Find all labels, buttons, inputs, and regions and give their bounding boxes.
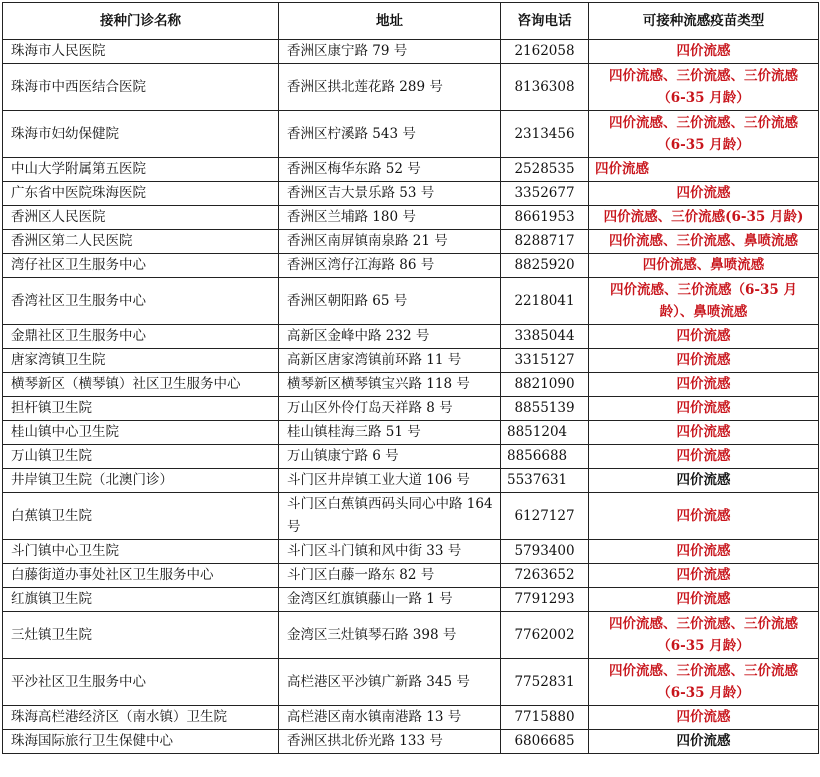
- vaccine-type-text: 四价流感、三价流感、三价流感（6-35 月龄）: [609, 115, 798, 153]
- vaccine-type: 四价流感、三价流感(6-35 月龄): [589, 206, 819, 230]
- clinic-phone: 8825920: [501, 254, 589, 278]
- clinic-address: 香洲区康宁路 79 号: [279, 40, 501, 64]
- clinic-name: 红旗镇卫生院: [3, 588, 279, 612]
- clinic-phone: 7263652: [501, 564, 589, 588]
- table-row: [3, 254, 819, 278]
- header-phone: 咨询电话: [501, 3, 589, 40]
- table-row: [3, 588, 819, 612]
- clinic-phone: 8288717: [501, 230, 589, 254]
- clinic-phone: 8851204: [501, 421, 589, 445]
- vaccine-type: 四价流感: [589, 730, 819, 754]
- clinic-name: 平沙社区卫生服务中心: [3, 659, 279, 706]
- table-row: [3, 612, 819, 659]
- clinic-address: 万山区外伶仃岛天祥路 8 号: [279, 397, 501, 421]
- vaccine-type: [589, 278, 819, 325]
- clinic-name: 中山大学附属第五医院: [3, 158, 279, 182]
- table-row: [3, 158, 819, 182]
- vaccine-type: 四价流感: [589, 540, 819, 564]
- table-row: [3, 540, 819, 564]
- clinic-address: [279, 493, 501, 540]
- table-row: [3, 325, 819, 349]
- vaccination-clinic-table: [2, 2, 819, 754]
- clinic-phone: 7762002: [501, 612, 589, 659]
- clinic-address: 香洲区吉大景乐路 53 号: [279, 182, 501, 206]
- table-row: [3, 493, 819, 540]
- clinic-address-text: 斗门区白蕉镇西码头同心中路 164 号: [287, 496, 493, 535]
- clinic-name: 万山镇卫生院: [3, 445, 279, 469]
- clinic-phone: 3352677: [501, 182, 589, 206]
- clinic-phone: 7752831: [501, 659, 589, 706]
- clinic-address: 香洲区拱北莲花路 289 号: [279, 64, 501, 111]
- clinic-address: 桂山镇桂海三路 51 号: [279, 421, 501, 445]
- table-row: [3, 397, 819, 421]
- vaccine-type-text: 四价流感、三价流感、三价流感（6-35 月龄）: [609, 616, 798, 654]
- clinic-name: 珠海高栏港经济区（南水镇）卫生院: [3, 706, 279, 730]
- clinic-phone: 8661953: [501, 206, 589, 230]
- clinic-phone: 2162058: [501, 40, 589, 64]
- clinic-address: 高栏港区平沙镇广新路 345 号: [279, 659, 501, 706]
- header-clinic-name: 接种门诊名称: [3, 3, 279, 40]
- clinic-name: 珠海国际旅行卫生保健中心: [3, 730, 279, 754]
- clinic-address: 香洲区南屏镇南泉路 21 号: [279, 230, 501, 254]
- table-row: [3, 730, 819, 754]
- vaccine-type-text: 四价流感、三价流感（6-35 月龄）、鼻喷流感: [610, 282, 797, 320]
- clinic-address: 万山镇康宁路 6 号: [279, 445, 501, 469]
- clinic-name: 斗门镇中心卫生院: [3, 540, 279, 564]
- table-row: [3, 182, 819, 206]
- table-row: [3, 564, 819, 588]
- clinic-name: 广东省中医院珠海医院: [3, 182, 279, 206]
- clinic-phone: 5793400: [501, 540, 589, 564]
- vaccine-type: 四价流感: [589, 706, 819, 730]
- table-row: [3, 349, 819, 373]
- clinic-phone: 8855139: [501, 397, 589, 421]
- clinic-name: 井岸镇卫生院（北澳门诊）: [3, 469, 279, 493]
- clinic-address: 高栏港区南水镇南港路 13 号: [279, 706, 501, 730]
- clinic-name: 白蕉镇卫生院: [3, 493, 279, 540]
- vaccine-type: 四价流感: [589, 588, 819, 612]
- vaccine-type: 四价流感、三价流感、鼻喷流感: [589, 230, 819, 254]
- vaccine-type-text: 四价流感、三价流感、三价流感（6-35 月龄）: [609, 68, 798, 106]
- clinic-name: 担杆镇卫生院: [3, 397, 279, 421]
- clinic-name: 珠海市人民医院: [3, 40, 279, 64]
- vaccine-type: 四价流感、鼻喷流感: [589, 254, 819, 278]
- vaccine-type: [589, 64, 819, 111]
- clinic-phone: 8136308: [501, 64, 589, 111]
- clinic-phone: 6806685: [501, 730, 589, 754]
- clinic-name: 香湾社区卫生服务中心: [3, 278, 279, 325]
- table-row: [3, 111, 819, 158]
- vaccine-type: 四价流感: [589, 373, 819, 397]
- clinic-name: 白藤街道办事处社区卫生服务中心: [3, 564, 279, 588]
- clinic-name: 桂山镇中心卫生院: [3, 421, 279, 445]
- table-row: [3, 64, 819, 111]
- vaccine-type: 四价流感: [589, 493, 819, 540]
- vaccine-type: [589, 612, 819, 659]
- table-row: [3, 421, 819, 445]
- vaccine-type: 四价流感: [589, 421, 819, 445]
- table-header-row: [3, 3, 819, 40]
- clinic-address: 香洲区朝阳路 65 号: [279, 278, 501, 325]
- clinic-name: 金鼎社区卫生服务中心: [3, 325, 279, 349]
- table-row: [3, 278, 819, 325]
- clinic-address: 金湾区红旗镇藤山一路 1 号: [279, 588, 501, 612]
- clinic-address: 斗门区斗门镇和风中街 33 号: [279, 540, 501, 564]
- vaccine-type: 四价流感: [589, 158, 819, 182]
- header-vaccine-type: 可接种流感疫苗类型: [589, 3, 819, 40]
- table-row: [3, 230, 819, 254]
- clinic-phone: 7791293: [501, 588, 589, 612]
- clinic-address: 斗门区白藤一路东 82 号: [279, 564, 501, 588]
- clinic-name: 珠海市中西医结合医院: [3, 64, 279, 111]
- clinic-address: 斗门区井岸镇工业大道 106 号: [279, 469, 501, 493]
- clinic-phone: 2313456: [501, 111, 589, 158]
- table-row: [3, 469, 819, 493]
- table-row: [3, 659, 819, 706]
- vaccine-type: 四价流感: [589, 397, 819, 421]
- clinic-phone: 7715880: [501, 706, 589, 730]
- clinic-address: 高新区金峰中路 232 号: [279, 325, 501, 349]
- table-row: [3, 40, 819, 64]
- clinic-phone: 5537631: [501, 469, 589, 493]
- vaccine-type: 四价流感: [589, 182, 819, 206]
- clinic-name: 三灶镇卫生院: [3, 612, 279, 659]
- clinic-address: 香洲区兰埔路 180 号: [279, 206, 501, 230]
- vaccine-type: [589, 111, 819, 158]
- clinic-phone: 2528535: [501, 158, 589, 182]
- clinic-phone: 6127127: [501, 493, 589, 540]
- clinic-name: 湾仔社区卫生服务中心: [3, 254, 279, 278]
- clinic-address: 高新区唐家湾镇前环路 11 号: [279, 349, 501, 373]
- vaccine-type: 四价流感: [589, 445, 819, 469]
- vaccine-type: 四价流感: [589, 349, 819, 373]
- clinic-address: 香洲区拱北侨光路 133 号: [279, 730, 501, 754]
- vaccine-type: [589, 659, 819, 706]
- clinic-name: 横琴新区（横琴镇）社区卫生服务中心: [3, 373, 279, 397]
- clinic-name: 珠海市妇幼保健院: [3, 111, 279, 158]
- clinic-name: 唐家湾镇卫生院: [3, 349, 279, 373]
- clinic-phone: 2218041: [501, 278, 589, 325]
- clinic-name: 香洲区第二人民医院: [3, 230, 279, 254]
- clinic-phone: 3385044: [501, 325, 589, 349]
- vaccine-type: 四价流感: [589, 325, 819, 349]
- clinic-phone: 8821090: [501, 373, 589, 397]
- table-row: [3, 373, 819, 397]
- vaccine-type: 四价流感: [589, 469, 819, 493]
- clinic-address: 香洲区湾仔江海路 86 号: [279, 254, 501, 278]
- clinic-address: 香洲区柠溪路 543 号: [279, 111, 501, 158]
- table-row: [3, 206, 819, 230]
- table-row: [3, 445, 819, 469]
- vaccine-type-text: 四价流感、三价流感、三价流感（6-35 月龄）: [609, 663, 798, 701]
- vaccine-type: 四价流感: [589, 564, 819, 588]
- vaccine-type: 四价流感: [589, 40, 819, 64]
- clinic-address: 香洲区梅华东路 52 号: [279, 158, 501, 182]
- table-row: [3, 706, 819, 730]
- clinic-address: 金湾区三灶镇琴石路 398 号: [279, 612, 501, 659]
- clinic-name: 香洲区人民医院: [3, 206, 279, 230]
- clinic-phone: 3315127: [501, 349, 589, 373]
- clinic-address: 横琴新区横琴镇宝兴路 118 号: [279, 373, 501, 397]
- clinic-phone: 8856688: [501, 445, 589, 469]
- header-address: 地址: [279, 3, 501, 40]
